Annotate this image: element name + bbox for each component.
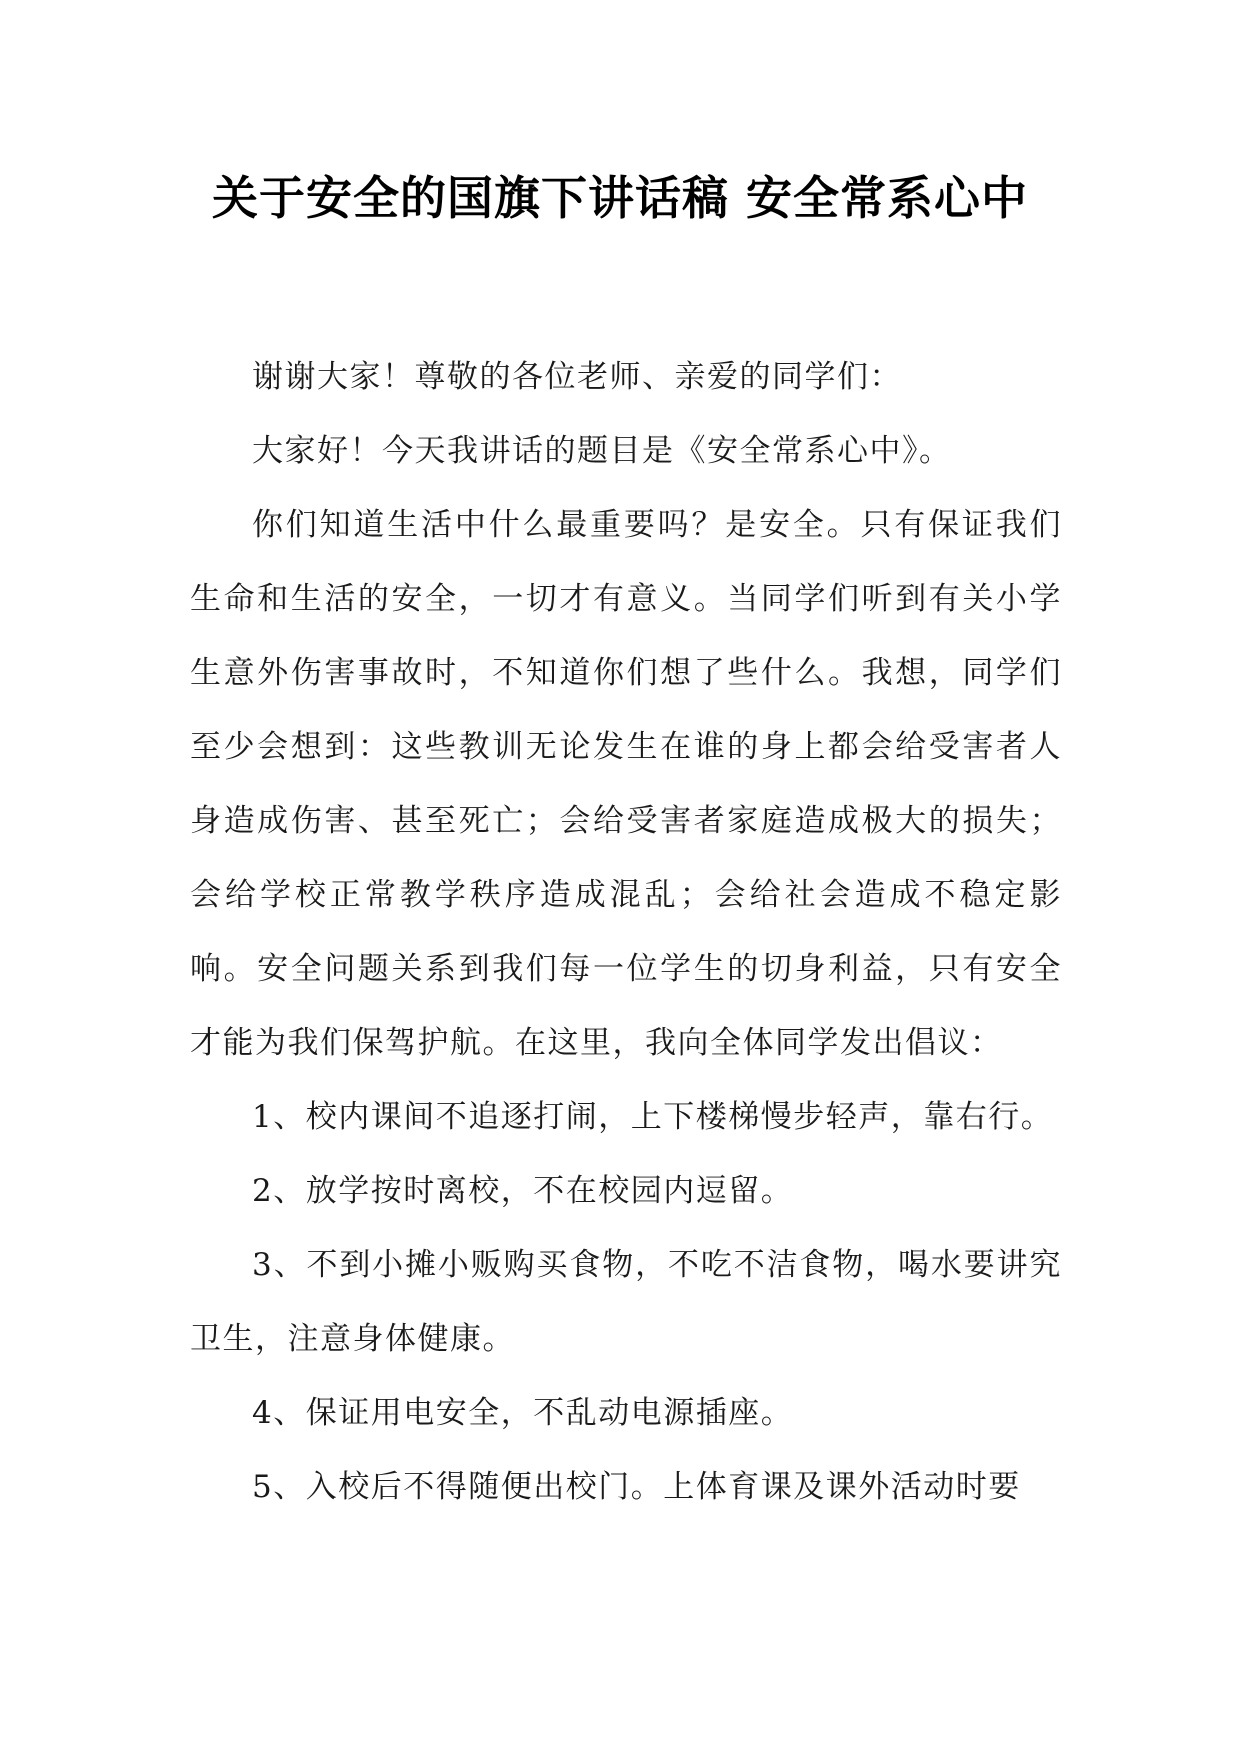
proposal-item-2: 2、放学按时离校，不在校园内逗留。 [252, 1173, 794, 1209]
paragraph-topic: 大家好！今天我讲话的题目是《安全常系心中》。 [252, 433, 952, 469]
document-body [190, 340, 1062, 1524]
paragraph-greeting: 谢谢大家！尊敬的各位老师、亲爱的同学们： [252, 359, 902, 395]
paragraph-main: 你们知道生活中什么最重要吗？是安全。只有保证我们生命和生活的安全，一切才有意义。当同学们听到有关小学生意外伤害事故时，不知道你们想了些什么。我想，同学们至少会想到：这些教训无论发生在谁的身上都会给受害者人身造成伤害、甚至死亡；会给受害者家庭造成极大的损失；会给学校正常教学秩序造成混乱；会给社会造成不稳定影响。安全问题关系到我们每一位学生的切身利益，只有安全才能为我们保驾护航。在这里，我向全体同学发出倡议： [190, 507, 1062, 1061]
document-title: 关于安全的国旗下讲话稿 安全常系心中 [211, 171, 1028, 225]
proposal-item-4: 4、保证用电安全，不乱动电源插座。 [252, 1395, 794, 1431]
proposal-item-3: 3、不到小摊小贩购买食物，不吃不洁食物，喝水要讲究卫生，注意身体健康。 [190, 1247, 1062, 1357]
proposal-item-5: 5、入校后不得随便出校门。上体育课及课外活动时要 [252, 1469, 1021, 1505]
proposal-item-1: 1、校内课间不追逐打闹，上下楼梯慢步轻声，靠右行。 [252, 1099, 1054, 1135]
